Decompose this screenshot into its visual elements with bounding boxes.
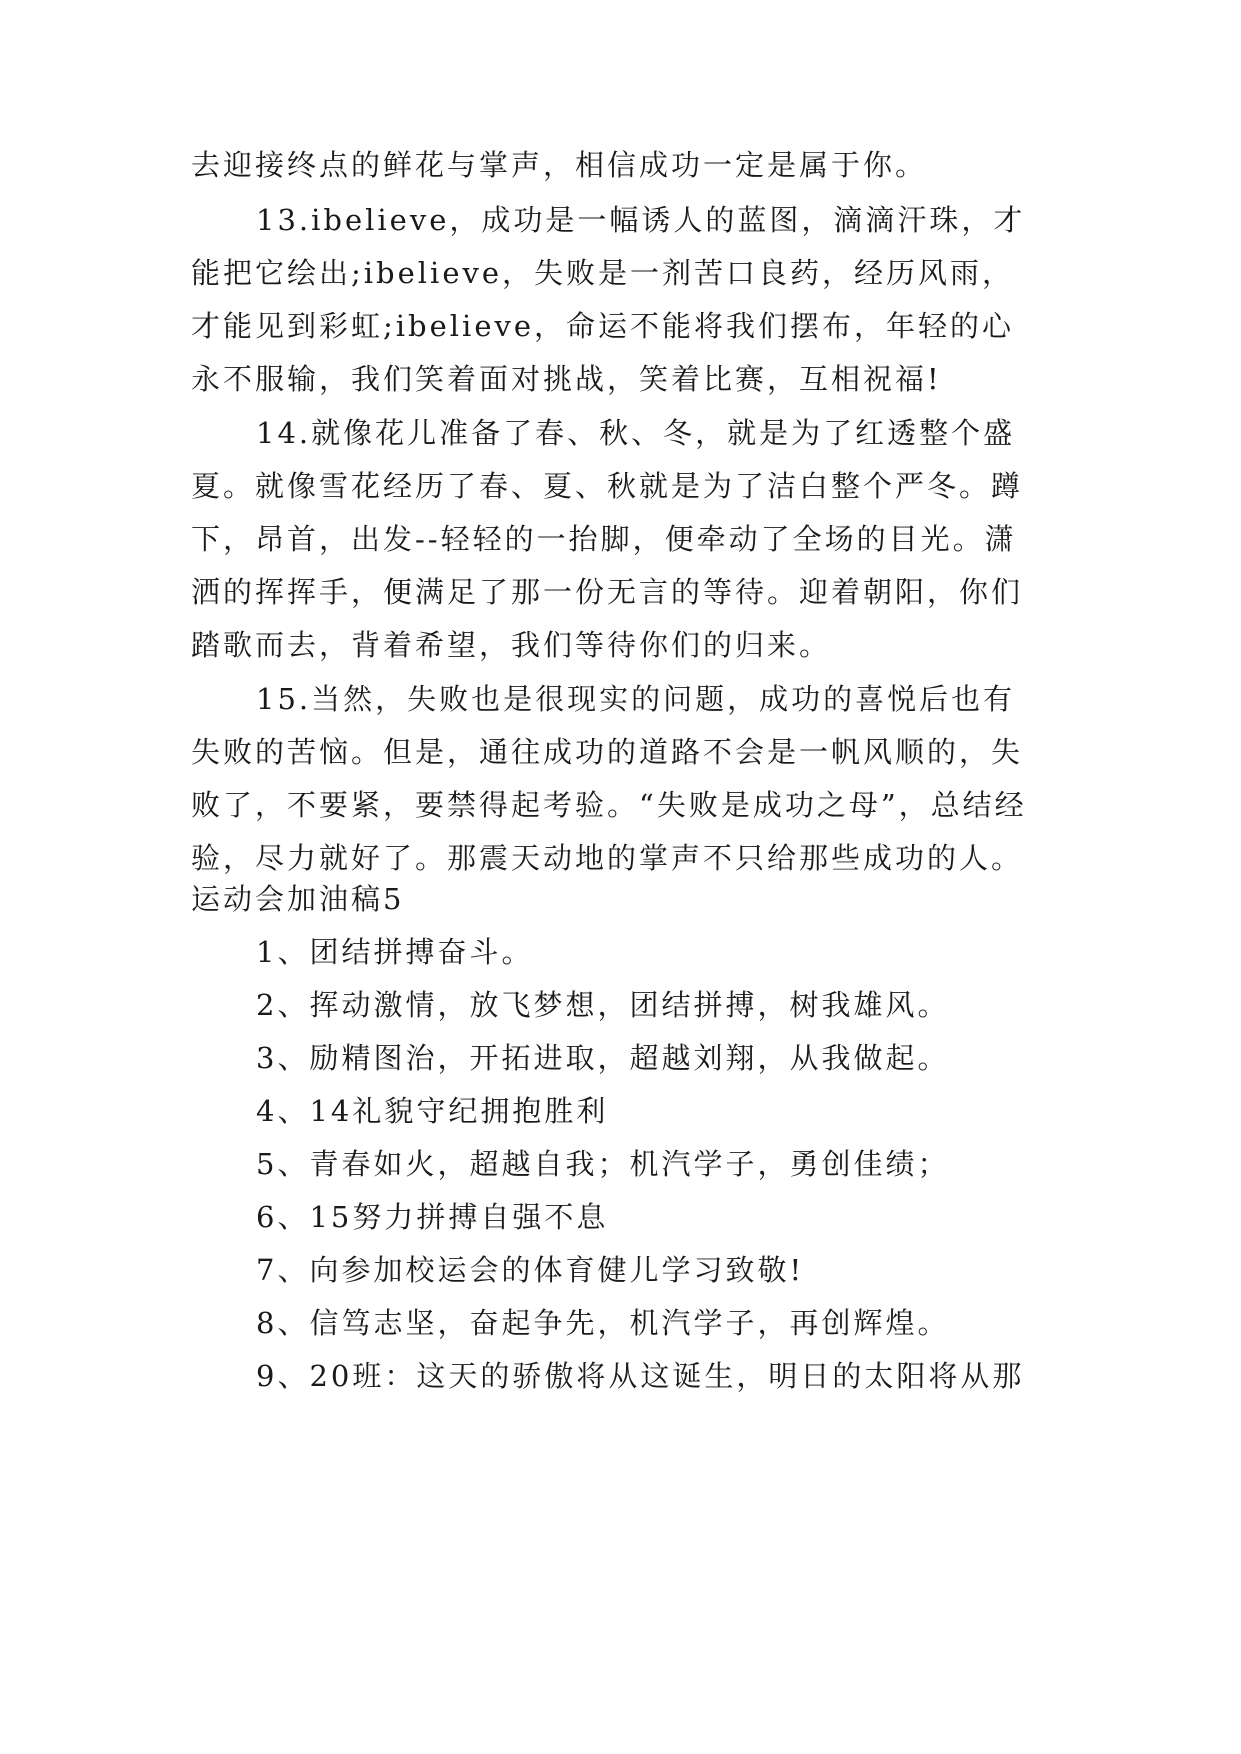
section-heading: 运动会加油稿5 [191, 882, 405, 916]
text-line: 才能见到彩虹;ibelieve，命运不能将我们摆布，年轻的心 [191, 309, 1015, 343]
text-line: 洒的挥挥手，便满足了那一份无言的等待。迎着朝阳，你们 [191, 575, 1024, 609]
list-item: 7、向参加校运会的体育健儿学习致敬! [256, 1253, 805, 1287]
text-line: 败了，不要紧，要禁得起考验。“失败是成功之母”，总结经 [191, 788, 1027, 822]
paragraph-13-start: 13.ibelieve，成功是一幅诱人的蓝图，滴滴汗珠，才 [256, 203, 1026, 237]
list-item: 6、15努力拼搏自强不息 [256, 1200, 609, 1234]
paragraph-15-start: 15.当然，失败也是很现实的问题，成功的喜悦后也有 [256, 682, 1016, 716]
text-line: 夏。就像雪花经历了春、夏、秋就是为了洁白整个严冬。蹲 [191, 469, 1024, 503]
text-line: 踏歌而去，背着希望，我们等待你们的归来。 [191, 628, 832, 662]
list-item: 1、团结拼搏奋斗。 [256, 935, 534, 969]
list-item: 5、青春如火，超越自我；机汽学子，勇创佳绩； [256, 1147, 950, 1181]
text-line: 验，尽力就好了。那震天动地的掌声不只给那些成功的人。 [191, 841, 1024, 875]
text-line: 下，昂首，出发--轻轻的一抬脚，便牵动了全场的目光。潇 [191, 522, 1017, 556]
text-line: 去迎接终点的鲜花与掌声，相信成功一定是属于你。 [191, 148, 928, 182]
text-line: 永不服输，我们笑着面对挑战，笑着比赛，互相祝福! [191, 362, 942, 396]
text-line: 失败的苦恼。但是，通往成功的道路不会是一帆风顺的，失 [191, 735, 1024, 769]
list-item: 4、14礼貌守纪拥抱胜利 [256, 1094, 609, 1128]
paragraph-14-start: 14.就像花儿准备了春、秋、冬，就是为了红透整个盛 [256, 416, 1016, 450]
list-item: 8、信笃志坚，奋起争先，机汽学子，再创辉煌。 [256, 1306, 950, 1340]
list-item: 2、挥动激情，放飞梦想，团结拼搏，树我雄风。 [256, 988, 950, 1022]
list-item: 9、20班：这天的骄傲将从这诞生，明日的太阳将从那 [256, 1359, 1025, 1393]
list-item: 3、励精图治，开拓进取，超越刘翔，从我做起。 [256, 1041, 950, 1075]
text-line: 能把它绘出;ibelieve，失败是一剂苦口良药，经历风雨， [191, 256, 1015, 290]
